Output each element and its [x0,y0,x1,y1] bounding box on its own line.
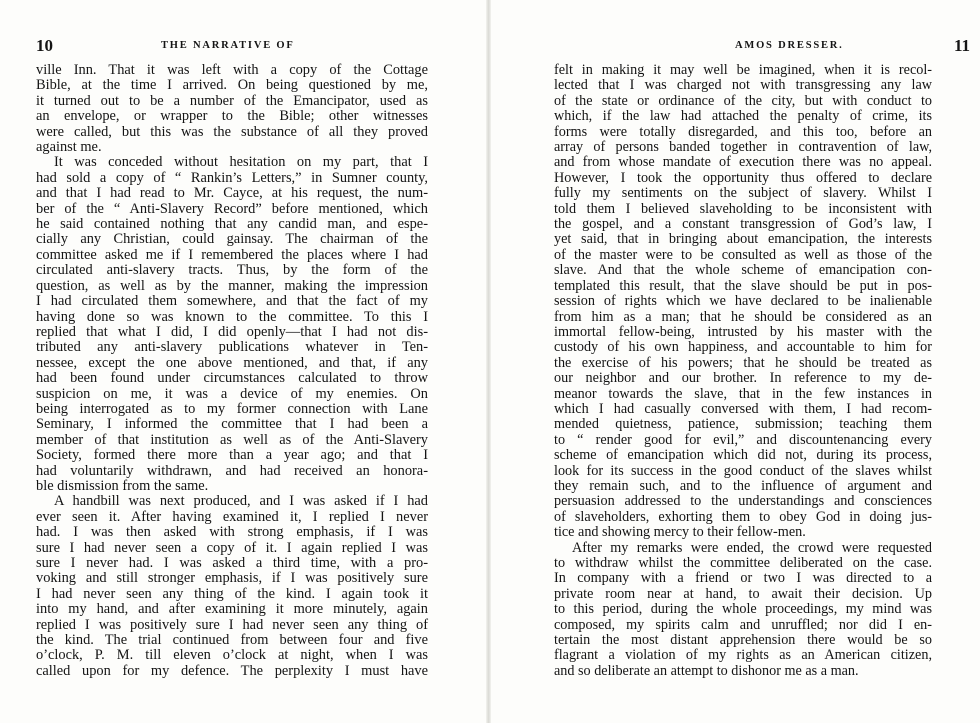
text-line: an envelope, or wrapper to the Bible; other witnesses [36,108,428,125]
text-line: ever seen it. After having examined it, I replied I never [36,508,428,525]
text-line: custody of his own happiness, and accountable to him for [554,339,932,356]
text-line: tice and showing mercy to their fellow-men. [554,524,806,541]
text-line: having done so was known to the committee. To this I [36,308,428,325]
text-line: our neighbor and our brother. In reference to my de- [554,370,932,387]
text-line: against me. [36,139,102,156]
text-line: nessee, except the one above mentioned, and that, if any [36,354,428,371]
text-line: sure I never had. I was asked a third time, with a pro- [36,555,428,571]
text-line: the kind. The trial continued from between four and five [36,632,428,649]
text-line: After my remarks were ended, the crowd were requested [572,539,932,556]
text-line: A handbill was next produced, and I was asked if I had [54,493,428,510]
text-line: being interrogated as to my former connection with Lane [36,400,428,417]
text-line: It was conceded without hesitation on my part, that I [54,154,428,171]
text-line: told them I believed slaveholding to be inconsistent with [554,200,932,217]
text-line: voking and still stronger emphasis, if I was positively sure [36,570,428,587]
text-line: forms were totally disregarded, and this too, before an [554,123,932,140]
page-number-right: 11 [953,36,970,55]
text-line: scheme of emancipation which did not, during its process, [554,447,932,464]
text-line: into my hand, and after examining it more minutely, again [36,601,428,618]
text-line: he said contained nothing that any candid man, and espe- [36,216,428,233]
text-line: question, as well as by the manner, making the impression [36,277,428,294]
text-line: and so deliberate an attempt to dishonor me as a man. [554,662,859,679]
text-line: However, I took the opportunity thus offered to declare [554,169,932,186]
text-line: and that I had read to Mr. Cayce, at his request, the num- [36,185,428,202]
text-line: ville Inn. That it was left with a copy of the Cottage [36,62,428,78]
text-line: meanor towards the slave, that in the few instances in [554,385,932,402]
text-line: they remain such, and to the influence of argument and [554,477,932,494]
text-line: private room near at hand, to await their decision. Up [554,585,932,602]
text-line: had been found under circumstances calculated to throw [36,370,428,387]
text-line: I had circulated them somewhere, and that the fact of my [36,293,428,310]
text-line: it turned out to be a number of the Emancipator, used as [36,92,428,109]
text-line: to this period, during the whole proceedings, my mind was [554,601,932,618]
right-page-text [554,63,932,679]
text-line: which I had casually conversed with them, I had recom- [554,400,932,417]
text-line: circulated anti-slavery tracts. Thus, by the form of the [36,262,428,279]
text-line: had. I was then asked with strong emphasis, if I was [36,524,428,541]
text-line: which, if the law had attached the penalty of crime, its [554,108,932,125]
text-line: from him as a man; that he should be considered as an [554,308,932,325]
right-running-head [530,36,970,56]
text-line: yet said, that in bringing about emancipation, the interests [554,231,932,248]
text-line: suspicion on me, it was a device of my enemies. On [36,385,428,402]
running-title-right: AMOS DRESSER. [735,40,844,51]
page-number-left: 10 [36,36,53,55]
text-line: flagrant a violation of my rights as an American citizen, [554,647,932,664]
text-line: Society, formed there more than a year ago; and that I [36,447,428,464]
text-line: persuasion addressed to the understandings and consciences [554,493,932,510]
text-line: slave. And that the whole scheme of emancipation con- [554,262,932,279]
text-line: to withdraw whilst the committee deliberated on the case. [554,555,932,571]
text-line: tertain the most distant apprehension there would be so [554,632,932,649]
text-line: the exercise of his powers; that he should be treated as [554,354,932,371]
text-line: sure I had never seen a copy of it. I again replied I was [36,539,428,556]
text-line: lected that I was charged not with transgressing any law [554,77,932,94]
text-line: cially any Christian, could gainsay. The chairman of the [36,231,428,248]
text-line: of slaveholders, exhorting them to obey God in doing jus- [554,508,932,525]
text-line: member of that institution as well as of the Anti-Slavery [36,431,428,448]
left-page-text [36,63,428,679]
text-line: look for its success in the good conduct of the slaves whilst [554,462,932,479]
text-line: ber of the “ Anti-Slavery Record” before mentioned, which [36,200,428,217]
text-line: Bible, at the time I arrived. On being questioned by me, [36,77,428,94]
text-line: array of persons banded together in contravention of law, [554,139,932,156]
text-line: the gospel, and a constant transgression of God’s law, I [554,216,932,233]
text-line: mended quietness, patience, submission; teaching them [554,416,932,433]
text-line: ble dismission from the same. [36,477,209,494]
text-line: replied that what I did, I did openly—that I had not dis- [36,323,428,340]
text-line: immortal fellow-being, intrusted by his master with the [554,323,932,340]
left-running-head [36,36,436,56]
text-line: templated this result, that the slave should be put in pos- [554,277,932,294]
text-line: Seminary, I informed the committee that I had been a [36,416,428,433]
text-line: o’clock, P. M. till eleven o’clock at night, when I was [36,647,428,664]
text-line: fully my sentiments on the subject of slavery. Whilst I [554,185,932,202]
text-line: committee asked me if I remembered the places where I had [36,246,428,263]
text-line: had voluntarily withdrawn, and had received an honora- [36,462,428,479]
text-line: of the master were to be consulted as well as those of the [554,246,932,263]
text-line: tributed any anti-slavery publications whatever in Ten- [36,339,428,356]
text-line: to “ render good for evil,” and discountenancing every [554,431,932,448]
text-line: session of rights which we have declared to be inalienable [554,293,932,310]
text-line: replied I was positively sure I had never seen any thing of [36,616,428,633]
text-line: of the state or ordinance of the city, but with conduct to [554,92,932,109]
text-line: and from whose mandate of execution there was no appeal. [554,154,932,171]
left-page [0,0,488,723]
text-line: called upon for my defence. The perplexity I must have [36,662,428,679]
text-line: had sold a copy of “ Rankin’s Letters,” in Sumner county, [36,169,428,186]
text-line: composed, my spirits calm and unruffled; nor did I en- [554,616,932,633]
running-title-left: THE NARRATIVE OF [161,40,295,51]
text-line: felt in making it may well be imagined, when it is recol- [554,62,932,78]
text-line: I had never seen any thing of the kind. I again took it [36,585,428,602]
text-line: In company with a friend or two I was directed to a [554,570,932,587]
right-page [490,0,980,723]
text-line: were called, but this was the substance of all they proved [36,123,428,140]
